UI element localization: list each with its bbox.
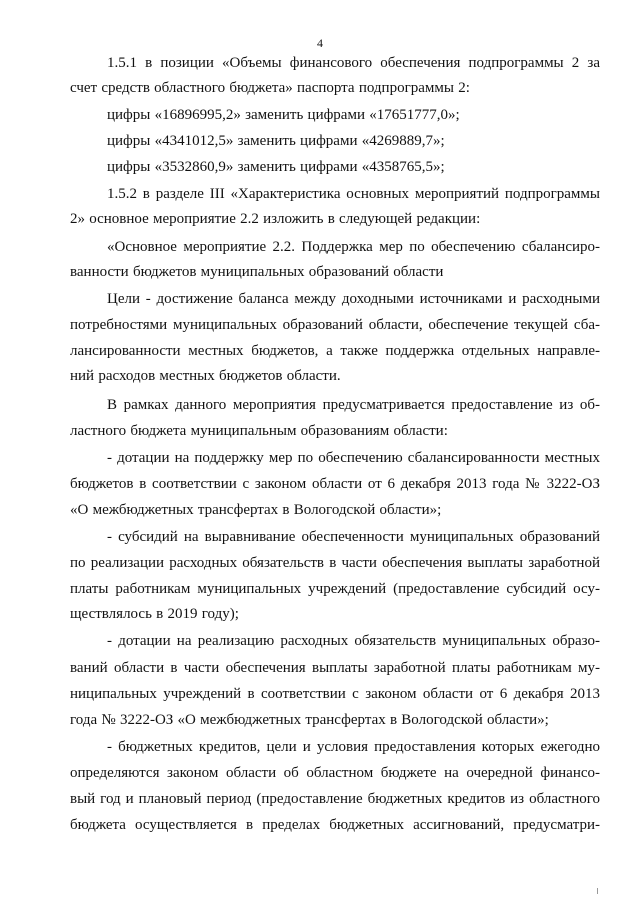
paragraph-line: - субсидий на выравнивание обеспеченности муниципальных образований	[107, 529, 600, 545]
paragraph-line: потребностями муниципальных образований области, обеспечение текущей сба-	[70, 317, 600, 333]
paragraph-line: «О межбюджетных трансфертах в Вологодской области»;	[70, 502, 442, 518]
paragraph-line: вый год и плановый период (предоставление бюджетных кредитов из областного	[70, 791, 600, 807]
paragraph-line: бюджета осуществляется в пределах бюджетных ассигнований, предусматри-	[70, 817, 600, 833]
paragraph-line: 2» основное мероприятие 2.2 изложить в следующей редакции:	[70, 211, 481, 227]
paragraph-line: В рамках данного мероприятия предусматривается предоставление из об-	[107, 397, 600, 413]
paragraph-line: ванности бюджетов муниципальных образований области	[70, 264, 444, 280]
paragraph-line: - дотации на реализацию расходных обязательств муниципальных образо-	[107, 633, 600, 649]
paragraph-line: ний расходов местных бюджетов области.	[70, 368, 341, 384]
paragraph-line: 1.5.1 в позиции «Объемы финансового обеспечения подпрограммы 2 за	[107, 55, 600, 71]
paragraph-line: ниципальных учреждений в соответствии с законом области от 6 декабря 2013	[70, 686, 600, 702]
paragraph-line: 1.5.2 в разделе III «Характеристика основных мероприятий подпрограммы	[107, 186, 600, 202]
paragraph-line: определяются законом области об областном бюджете на очередной финансо-	[70, 765, 600, 781]
paragraph-line: счет средств областного бюджета» паспорта подпрограммы 2:	[70, 80, 470, 96]
paragraph-line: ластного бюджета муниципальным образованиям области:	[70, 423, 448, 439]
paragraph-line: года № 3222-ОЗ «О межбюджетных трансфертах в Вологодской области»;	[70, 712, 549, 728]
paragraph-line: ваний области в части обеспечения выплаты заработной платы работникам му-	[70, 660, 600, 676]
paragraph-line: - дотации на поддержку мер по обеспечению сбалансированности местных	[107, 450, 600, 466]
paragraph-line: цифры «4341012,5» заменить цифрами «4269889,7»;	[107, 133, 445, 149]
paragraph-line: Цели - достижение баланса между доходными источниками и расходными	[107, 291, 600, 307]
paragraph-line: - бюджетных кредитов, цели и условия предоставления которых ежегодно	[107, 739, 600, 755]
page-number: 4	[317, 36, 323, 50]
scan-mark	[597, 888, 598, 894]
paragraph-line: цифры «16896995,2» заменить цифрами «17651777,0»;	[107, 107, 460, 123]
paragraph-line: бюджетов в соответствии с законом области от 6 декабря 2013 года № 3222-ОЗ	[70, 476, 600, 492]
paragraph-line: по реализации расходных обязательств в части обеспечения выплаты заработной	[70, 555, 600, 571]
paragraph-line: платы работникам муниципальных учреждений (предоставление субсидий осу-	[70, 581, 600, 597]
paragraph-line: цифры «3532860,9» заменить цифрами «4358765,5»;	[107, 159, 445, 175]
paragraph-line: лансированности местных бюджетов, а также поддержка отдельных направле-	[70, 343, 600, 359]
paragraph-line: ществлялось в 2019 году);	[70, 606, 239, 622]
paragraph-line: «Основное мероприятие 2.2. Поддержка мер по обеспечению сбалансиро-	[107, 239, 600, 255]
